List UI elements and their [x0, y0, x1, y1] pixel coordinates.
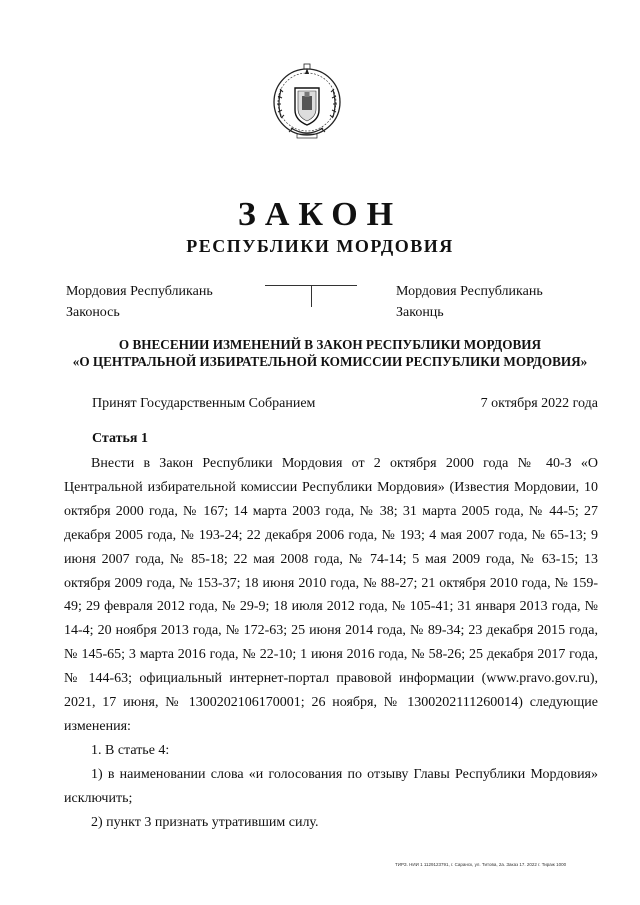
law-heading-line-1: О ВНЕСЕНИИ ИЗМЕНЕНИЙ В ЗАКОН РЕСПУБЛИКИ МОРДОВИЯ [118, 337, 542, 352]
document-title: ЗАКОН [237, 196, 403, 233]
item-1 [64, 739, 598, 763]
erzya-title-block [396, 281, 543, 323]
law-heading [60, 336, 600, 370]
law-heading-line-2: «О ЦЕНТРАЛЬНОЙ ИЗБИРАТЕЛЬНОЙ КОМИССИИ РЕСПУБЛИКИ МОРДОВИЯ» [72, 354, 588, 369]
sub-item-2: 2) пункт 3 признать утратившим силу. [91, 814, 319, 830]
adopted-by: Принят Государственным Собранием [92, 396, 316, 411]
moksha-line-1: Мордовия Республикань [66, 284, 213, 299]
article-body [64, 452, 598, 835]
adopted-date: 7 октября 2022 года [480, 396, 598, 411]
erzya-line-1: Мордовия Республикань [396, 284, 543, 299]
sub-item-1: 1) в наименовании слова «и голосования по отзыву Главы Республики Мордовия» исключить; [64, 766, 598, 806]
document-subtitle: РЕСПУБЛИКИ МОРДОВИЯ [186, 236, 454, 256]
moksha-title-block [66, 281, 213, 323]
print-info: ТИРЗ. НИИ 1 1129123791, г. Саранск, ул. Титова, 2а. Заказ 17. 2022 г. Тираж 1000 [395, 862, 567, 867]
item-1-number: 1. [91, 742, 102, 758]
article-title: Статья 1 [92, 431, 148, 446]
moksha-line-2: Законось [66, 305, 120, 320]
header-divider-vertical [311, 285, 312, 307]
erzya-line-2: Законць [396, 305, 444, 320]
coat-of-arms-icon [271, 62, 343, 146]
main-paragraph: Внести в Закон Республики Мордовия от 2 октября 2000 года № 40-З «О Центральной избирательной комиссии Республики Мордовия» (Известия Мордовии, 10 октября 2000 года, № 167; 14 марта 2003 года, № 38; 31 марта 2005 года, № 44-5; 27 декабря 2005 года, № 193-24; 22 декабря 2006 года, № 193; 4 мая 2007 года, № 65-13; 9 июня 2007 года, № 85-18; 22 мая 2008 года, № 74-14; 5 мая 2009 года, № 63-15; 13 октября 2009 года, № 153-37; 18 июня 2010 года, № 88-27; 21 октября 2010 года, № 159-49; 29 февраля 2012 года, № 29-9; 18 июля 2012 года, № 105-41; 31 января 2013 года, № 14-4; 20 ноября 2013 года, № 172-63; 25 июня 2014 года, № 89-34; 23 декабря 2015 года, № 145-65; 3 марта 2016 года, № 22-10; 1 июня 2016 года, № 58-26; 25 декабря 2017 года, № 144-63; официальный интернет-портал правовой информации (www.pravo.gov.ru), 2021, 17 июня, № 1300202106170001; 26 ноября, № 1300202111260014) следующие изменения: [64, 456, 598, 734]
item-1-text: В статье 4: [105, 742, 170, 758]
